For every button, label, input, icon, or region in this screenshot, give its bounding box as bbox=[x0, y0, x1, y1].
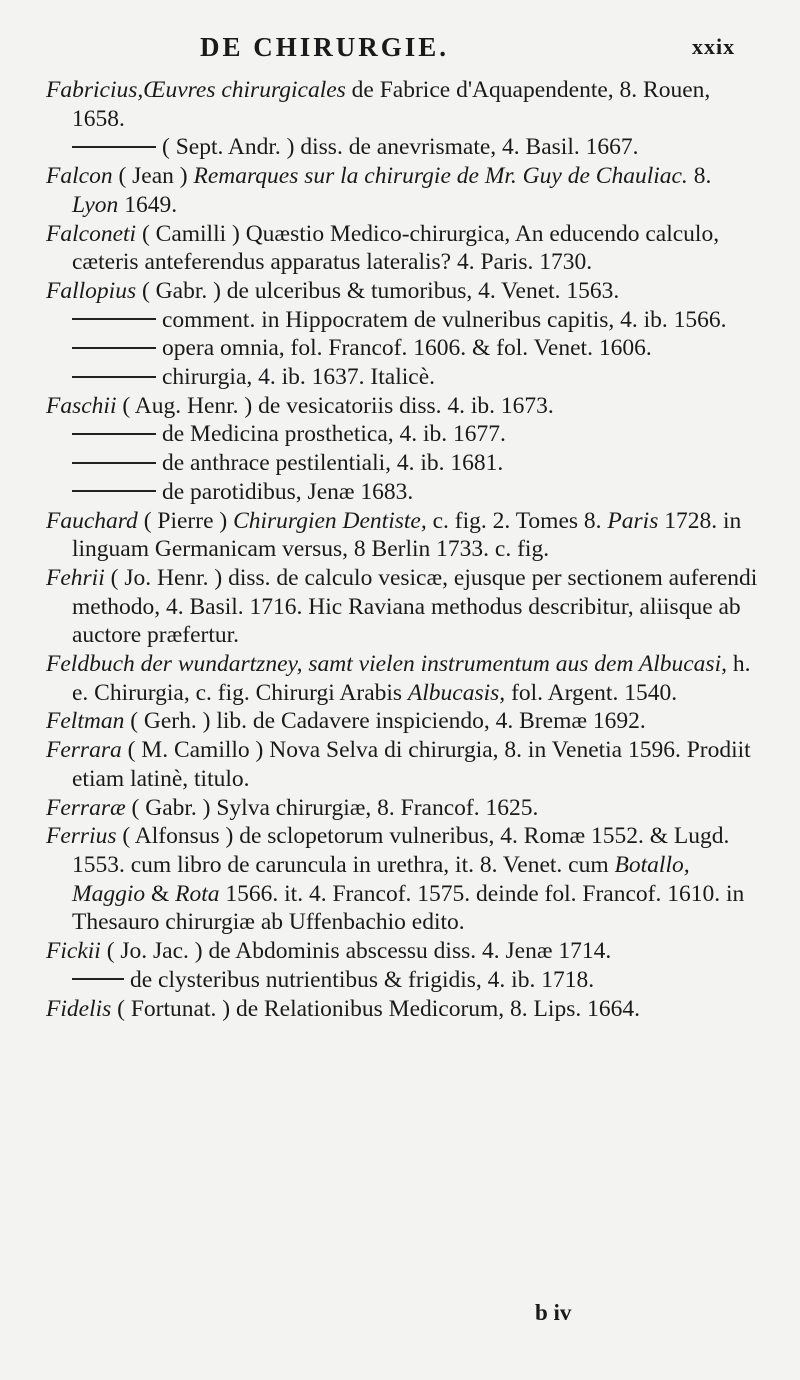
entry-author: Feltman bbox=[46, 708, 125, 735]
bibliography-list bbox=[46, 76, 758, 1023]
entry-text: ( Sept. Andr. ) diss. de anevrismate, 4. Basil. 1667. bbox=[162, 134, 639, 161]
running-header bbox=[0, 32, 800, 72]
entry-author: Fallopius bbox=[46, 277, 137, 304]
entry-text: Paris bbox=[607, 507, 659, 534]
entry-text: Rota bbox=[175, 880, 220, 907]
entry-author: Ferrara bbox=[46, 737, 122, 764]
entry-text: de clysteribus nutrientibus & frigidis, 4. ib. 1718. bbox=[130, 966, 595, 993]
entry-author: Ferrius bbox=[46, 823, 117, 850]
entry-author: Falcon bbox=[46, 163, 113, 190]
bibliography-entry bbox=[46, 794, 758, 823]
bibliography-entry bbox=[46, 650, 758, 707]
bibliography-entry bbox=[46, 306, 758, 335]
entry-text: Albucasis, bbox=[407, 679, 506, 706]
entry-text: ( Fortunat. ) de Relationibus Medicorum, 8. Lips. 1664. bbox=[111, 995, 640, 1022]
entry-text: Chirurgien Dentiste, bbox=[233, 507, 427, 534]
entry-text: de Medicina prosthetica, 4. ib. 1677. bbox=[162, 421, 506, 448]
entry-text: ( Jean ) bbox=[112, 163, 194, 190]
entry-text: ( Jo. Henr. ) diss. de calculo vesicæ, ejusque per sectionem auferendi methodo, 4. Basil. 1716. Hic Raviana methodus describitur, aliisque ab auctore præfertur. bbox=[72, 564, 758, 649]
bibliography-entry bbox=[46, 220, 758, 277]
bibliography-entry bbox=[46, 736, 758, 793]
entry-text: Lyon bbox=[72, 191, 119, 218]
entry-text: h. e. Chirurgia, c. fig. Chirurgi Arabis bbox=[72, 651, 751, 706]
ditto-rule bbox=[72, 490, 156, 492]
entry-author: Fickii bbox=[46, 938, 101, 965]
ditto-rule bbox=[72, 347, 156, 349]
entry-text: Remarques sur la chirurgie de Mr. Guy de Chauliac. bbox=[193, 163, 688, 190]
entry-author: Faschii bbox=[46, 392, 117, 419]
entry-text: ( Aug. Henr. ) de vesicatoriis diss. 4. ib. 1673. bbox=[116, 392, 554, 419]
ditto-rule bbox=[72, 462, 156, 464]
entry-text: Œuvres chirurgicales bbox=[143, 77, 346, 103]
entry-text: 1649. bbox=[118, 191, 178, 218]
bibliography-entry bbox=[46, 822, 758, 937]
bibliography-entry bbox=[46, 363, 758, 392]
bibliography-entry bbox=[46, 478, 758, 507]
entry-text: ( Gabr. ) Sylva chirurgiæ, 8. Francof. 1625. bbox=[125, 794, 539, 821]
entry-text: & bbox=[145, 880, 176, 907]
bibliography-entry bbox=[46, 449, 758, 478]
bibliography-entry bbox=[46, 966, 758, 995]
bibliography-entry bbox=[46, 76, 758, 133]
entry-text: ( Alfonsus ) de sclopetorum vulneribus, 4. Romæ 1552. & Lugd. 1553. cum libro de caruncula in urethra, it. 8. Venet. cum bbox=[72, 823, 730, 878]
entry-author: Fidelis bbox=[46, 995, 112, 1022]
bibliography-entry bbox=[46, 334, 758, 363]
entry-text: 1566. it. 4. Francof. 1575. deinde fol. Francof. 1610. in Thesauro chirurgiæ ab Uffenbachio edito. bbox=[72, 880, 745, 936]
page-title: DE CHIRURGIE. bbox=[200, 32, 450, 62]
entry-text: de Fabrice d'Aquapendente, 8. Rouen, 1658. bbox=[72, 77, 711, 132]
bibliography-entry bbox=[46, 564, 758, 650]
entry-author: Falconeti bbox=[46, 220, 137, 247]
entry-text: Feldbuch der wundartzney, samt vielen instrumentum aus dem Albucasi, bbox=[46, 651, 727, 678]
entry-text: comment. in Hippocratem de vulneribus capitis, 4. ib. 1566. bbox=[162, 306, 727, 333]
ditto-rule bbox=[72, 318, 156, 320]
bibliography-entry bbox=[46, 277, 758, 306]
ditto-rule bbox=[72, 433, 156, 435]
entry-author: Ferraræ bbox=[46, 794, 126, 821]
entry-author: Fauchard bbox=[46, 507, 138, 534]
ditto-rule bbox=[72, 978, 124, 980]
entry-author: Fehrii bbox=[46, 564, 105, 591]
entry-text: 8. bbox=[687, 163, 712, 190]
entry-text: de parotidibus, Jenæ 1683. bbox=[162, 478, 414, 505]
page-number: xxix bbox=[692, 34, 736, 59]
bibliography-entry bbox=[46, 133, 758, 162]
entry-text: ( Gabr. ) de ulceribus & tumoribus, 4. Venet. 1563. bbox=[136, 277, 620, 304]
entry-text: chirurgia, 4. ib. 1637. Italicè. bbox=[162, 364, 436, 391]
entry-text: opera omnia, fol. Francof. 1606. & fol. Venet. 1606. bbox=[162, 335, 652, 362]
bibliography-entry bbox=[46, 162, 758, 219]
entry-author: Fabricius, bbox=[46, 77, 144, 103]
entry-text: 1728. in linguam Germanicam versus, 8 Berlin 1733. c. fig. bbox=[72, 507, 742, 563]
printer-signature: b iv bbox=[535, 1300, 572, 1325]
entry-text: ( Jo. Jac. ) de Abdominis abscessu diss. 4. Jenæ 1714. bbox=[100, 938, 612, 965]
bibliography-entry bbox=[46, 420, 758, 449]
entry-text: ( Gerh. ) lib. de Cadavere inspiciendo, 4. Bremæ 1692. bbox=[124, 708, 646, 735]
ditto-rule bbox=[72, 376, 156, 378]
entry-text: ( M. Camillo ) Nova Selva di chirurgia, 8. in Venetia 1596. Prodiit etiam latinè, titulo. bbox=[72, 737, 751, 792]
entry-text: de anthrace pestilentiali, 4. ib. 1681. bbox=[162, 450, 504, 477]
entry-text: ( Camilli ) Quæstio Medico-chirurgica, An educendo calculo, cæteris anteferendus apparatus lateralis? 4. Paris. 1730. bbox=[72, 220, 720, 276]
ditto-rule bbox=[72, 146, 156, 148]
bibliography-entry bbox=[46, 707, 758, 736]
bibliography-entry bbox=[46, 507, 758, 564]
entry-text: fol. Argent. 1540. bbox=[505, 679, 678, 706]
bibliography-entry bbox=[46, 392, 758, 421]
entry-text: ( Pierre ) bbox=[137, 507, 234, 534]
entry-text: Botallo, Maggio bbox=[72, 851, 690, 907]
bibliography-entry bbox=[46, 937, 758, 966]
bibliography-entry bbox=[46, 995, 758, 1024]
entry-text: c. fig. 2. Tomes 8. bbox=[426, 507, 608, 534]
